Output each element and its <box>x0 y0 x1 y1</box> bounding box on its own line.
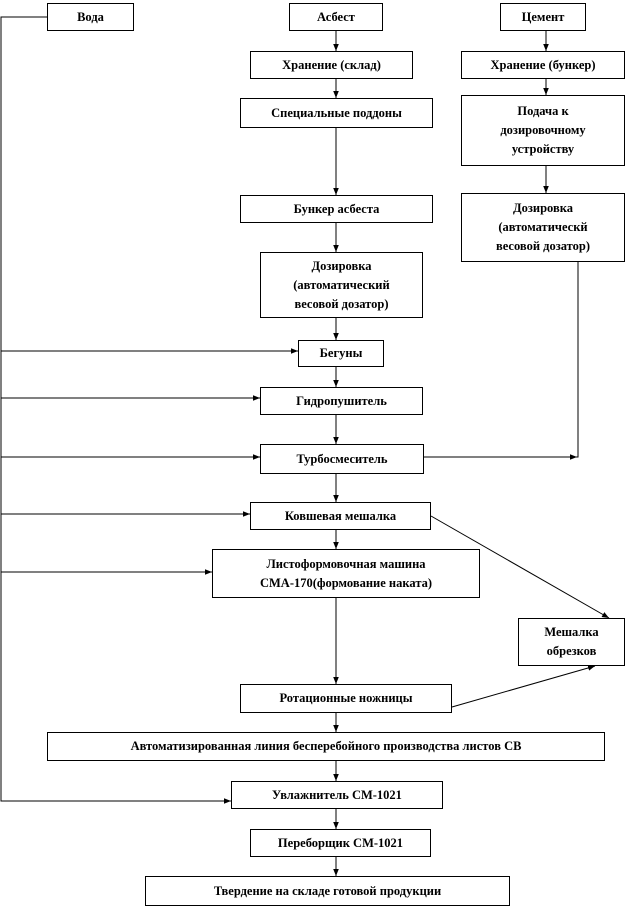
node-humidifier: Увлажнитель СМ-1021 <box>231 781 443 809</box>
node-voda: Вода <box>47 3 134 31</box>
node-cement-storage: Хранение (бункер) <box>461 51 625 79</box>
node-production-line: Автоматизированная линия бесперебойного производства листов СВ <box>47 732 605 761</box>
water-main-line <box>1 17 231 801</box>
node-asbest-dosing: Дозировка (автоматический весовой дозатор) <box>260 252 423 318</box>
node-cement-feed: Подача к дозировочному устройству <box>461 95 625 166</box>
node-kovsh: Ковшевая мешалка <box>250 502 431 530</box>
node-cement: Цемент <box>500 3 586 31</box>
node-beguny: Бегуны <box>298 340 384 367</box>
node-turbo: Турбосмеситель <box>260 444 424 474</box>
node-asbest-storage: Хранение (склад) <box>250 51 413 79</box>
node-sheet-machine: Листоформовочная машина СМА-170(формование наката) <box>212 549 480 598</box>
node-pallets: Специальные поддоны <box>240 98 433 128</box>
node-cement-dosing: Дозировка (автоматическй весовой дозатор) <box>461 193 625 262</box>
node-hydro: Гидропушитель <box>260 387 423 415</box>
node-scrap-mixer: Мешалка обрезков <box>518 618 625 666</box>
node-curing: Твердение на складе готовой продукции <box>145 876 510 906</box>
arrow-shears-to-scrap-mixer <box>452 666 595 707</box>
node-shears: Ротационные ножницы <box>240 684 452 713</box>
node-asbest-bunker: Бункер асбеста <box>240 195 433 223</box>
node-asbest: Асбест <box>289 3 383 31</box>
node-stacker: Переборщик СМ-1021 <box>250 829 431 857</box>
arrow-cement-dosing-to-turbo <box>424 262 578 457</box>
